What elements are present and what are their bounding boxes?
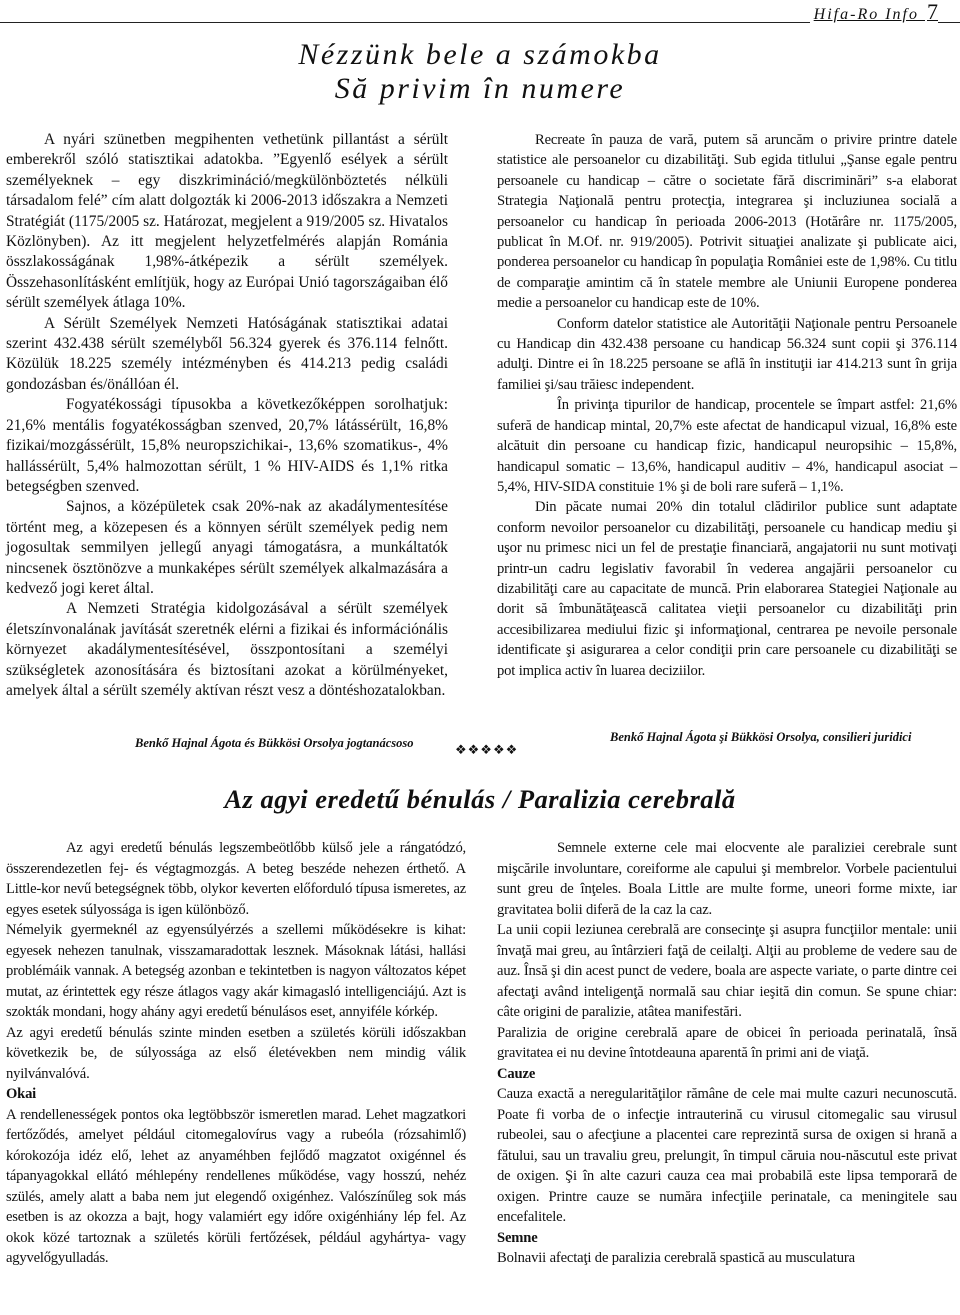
paragraph: Paralizia de origine cerebrală apare de obicei în perioada perinatală, însă gravitatea ei nu devine întotdeauna aparentă în primi ani de viaţă. — [497, 1024, 957, 1061]
section-heading-semne: Semne — [497, 1229, 538, 1246]
paragraph: Semnele externe cele mai elocvente ale paraliziei cerebrale sunt mişcările involuntare, coreiforme ale capului şi membrelor. Vorbele pacientului sunt greu de înţeles. Boala Little are multe forme, uneori forme mixte, iar gravitatea bolii diferă de la caz la caz. — [497, 840, 957, 918]
paragraph: Recreate în pauza de vară, putem să aruncăm o privire printre datele statistice ale persoanelor cu dizabilităţi. Sub egida titlului „Şanse egale pentru persoanele cu handicap – către o societate fără discriminări” s-a elaborat Strategia Naţională pentru protecţia, integrarea şi incluziunea socială a persoanelor cu handicap în perioada 2006-2013 (Hotărâre nr. 1175/2005, publicat în M.Of. nr. 919/2005). Potrivit situaţiei analizate şi publicate aici, ponderea persoanelor cu handicap în populaţia României este de 1,98%. Cu titlu de comparaţie amintim că în statele membre ale Uniunii Europene ponderea medie a persoanelor cu handicap este de 10%. — [497, 132, 957, 312]
article1-ro-column — [497, 130, 957, 681]
paragraph: La unii copii leziunea cerebrală are consecinţe şi asupra funcţiilor mentale: unii învaţă mai greu, au întârzieri faţă de ceilalţi. Alţii au probleme de vedere sau de auz. Însă şi din acest punct de vedere, boala are aspecte variate, o parte dintre cei afectaţi având inteligenţă normală sau chiar ieşită din comun. Se spune chiar: câte origini de paralizie, atâtea manifestări. — [497, 922, 957, 1020]
paragraph: A Sérült Személyek Nemzeti Hatóságának statisztikai adatai szerint 432.438 sérült személyből 56.324 gyerek és 376.114 felnőtt. Közülük 18.225 személy intézményben és 414.213 pedig családi gondozásban és/önállóan él. — [6, 314, 448, 393]
paragraph: Fogyatékossági típusokba a következőképpen sorolhatjuk: 21,6% mentális fogyatékosságban szenved, 20,7% látássérült, 16,8% fizikai/mozgássérült, 15,8% neuropszichikai-, 13,6% szomatikus-, 4% hallássérült, 5,4% halmozottan sérült, 1 % HIV-AIDS és 1,1% ritka betegségben szenved. — [6, 396, 448, 495]
paragraph: A nyári szünetben megpihenten vethetünk pillantást a sérült emberekről szóló statisztikai adatokba. ”Egyenlő esélyek a sérült személyeknek – egy diszkrimináció/megkülönböztetés nélküli társadalom felé” cím alatt dolgozták ki 2006-2013 időszakra a Nemzeti Stratégiát (1175/2005 sz. Határozat, megjelent a 919/2005 sz. Hivatalos Közlönyben). Az itt megjelent helyzetfelmérés alapján Románia összlakosságának 1,98%-átképezik a sérült személyek. Összehasonlításként említjük, hogy az Európai Unió tagországaiban élő sérült személyek átlaga 10%. — [6, 131, 448, 312]
paragraph: Némelyik gyermeknél az egyensúlyérzés a szellemi működésekre is kihat: egyesek nehezen tanulnak, visszamaradottak lesznek. Másoknak látási, hallási problémáik vannak. A betegség azonban e tekintetben is nagyon változatos képet mutat, az érintettek egy része átlagos vagy akár kimagasló intelligenciájú. Azt is szokták mondani, hogy ahány agyi eredetű bénulásos eset, annyiféle kórkép. — [6, 922, 466, 1020]
page-header — [0, 0, 960, 26]
paragraph: Cauza exactă a neregularităţilor rămâne de cele mai multe cazuri necunoscută. Poate fi vorba de o infecţie intrauterină cu virusul citomegalic sau virusul rubeolei, sau o afecţiune a placentei care reprezintă sursa de oxigen si hrană a fătului, sau un travaliu greu, prelungit, în timpul căruia nou-născutul este privat de oxigen. Şi în alte cazuri cauza cea mai probabilă este lipsa temporară de oxigen. Printre cauze se număra infecţiile perinatale, ca meningitele sau encefalitele. — [497, 1086, 957, 1225]
article1-title — [230, 38, 730, 106]
article2-title: Az agyi eredetű bénulás / Paralizia cerebrală — [224, 784, 736, 814]
paragraph: Bolnavii afectaţi de paralizia cerebrală spastică au musculatura — [497, 1250, 855, 1266]
section-heading-okai: Okai — [6, 1086, 37, 1102]
page-number: 7 — [927, 0, 938, 24]
magazine-name: Hifa-Ro Info — [813, 6, 919, 23]
paragraph: În privinţa tipurilor de handicap, procentele se împart astfel: 21,6% suferă de handicap mintal, 20,7% este afectat de handicapul vizual, 16,8% este alcătuit din persoane cu handicap fizic, handicapul neuropsihic – 15,8%, handicapul somatic – 13,6%, handicapul auditiv – 4%, handicapul asociat – 5,4%, HIV-SIDA constituie 1% şi de boli rare suferă – 1,1%. — [497, 397, 957, 495]
paragraph: A rendellenességek pontos oka legtöbbször ismeretlen marad. Lehet magzatkori fertőződés, amelyet például citomegalovírus vagy a rubeóla (rózsahimlő) kórokozója idéz elő, lehet az anyaméhben fejlődő magzatot oxigénnel és tápanyagokkal ellátó méhlepény rendellenes működése, vagy hosszú, nehéz szülés, amely alatt a baba nem jut elegendő oxigénhez. Valószínűleg sok más esetben is az okozza a bajt, hogy valamiért egy időre oxigénhiány lép fel. Az okok közé tartoznak a születés körüli fertőzések, például agyhártya- vagy agyvelőgyulladás. — [6, 1106, 466, 1266]
article1-hu-signature: Benkő Hajnal Ágota és Bükkösi Orsolya jogtanácsoso — [135, 736, 414, 750]
article2-hu-column — [6, 838, 466, 1269]
article2-ro-column — [497, 838, 957, 1269]
paragraph: Din păcate numai 20% din totalul clădirilor publice sunt adaptate conform nevoilor persoanelor cu dizabilităţi, persoanele cu handicap mediu şi uşor nu primesc nici un fel de prestaţie financiară, angajatorii nu sunt motivaţi printr-un cadru legislativ favorabil în vederea angajării persoanelor cu dizabilităţi care au capacitate de muncă. Prin elaborarea Stategiei Naţionale au dorit să îmbunătăţească calitatea vieţii persoanelor cu dizabilităţi prin accesibilizarea mediului fizic şi informaţional, centrarea pe nevoile personale identificate şi asigurarea a celor condiţii prin care persoanele cu dizabilităţi se pot implica activ în luarea deciziilor. — [497, 499, 957, 679]
paragraph: Az agyi eredetű bénulás legszembeötlőbb külső jele a rángatódzó, összerendezetlen fej- és végtagmozgás. A beteg beszéde nehezen érthető. A Little-kor nevű betegségnek több, olykor keverten előforduló típusa ismeretes, az egyes esetek súlyossága is igen különböző. — [6, 840, 466, 918]
paragraph: Az agyi eredetű bénulás szinte minden esetben a születés körüli időszakban következik be, de súlyossága az első életévekben nem mindig válik nyilvánvalóvá. — [6, 1024, 466, 1082]
paragraph: A Nemzeti Stratégia kidolgozásával a sérült személyek életszínvonalának javítását szeretnék elérni a fizikai és információnális környezet akadálymentesítésével, összpontosítani a személyi szükségletek azonosítására és biztosítani azokat a körülményeket, amelyek által a sérült személy aktívan részt vesz a döntéshozatalokban. — [6, 600, 448, 699]
paragraph: Conform datelor statistice ale Autorităţii Naţionale pentru Persoanele cu Handicap din 432.438 persoane cu handicap 56.324 sunt copii şi 376.114 adulţi. Dintre ei în 18.225 persoane se află în instituţii iar 414.213 sunt în grija familiei şi/sau trăiesc independent. — [497, 315, 957, 393]
article1-hu-column — [6, 130, 448, 701]
paragraph: Sajnos, a középületek csak 20%-nak az akadálymentesítése történt meg, a közepesen és a könnyen sérült személyek pedig nem jogosultak semmilyen jellegű anyagi támogatásra, a munkáltatók nincsenek ösztönözve a munkaképes sérült személyek alkalmazására a kedvező jogi keret által. — [6, 498, 448, 597]
article1-ro-signature: Benkő Hajnal Ágota şi Bükkösi Orsolya, consilieri juridici — [610, 730, 912, 744]
article1-title-ro: Să privim în numere — [334, 72, 626, 105]
section-heading-cauze: Cauze — [497, 1065, 536, 1082]
running-header — [810, 0, 938, 25]
separator-ornament: ❖❖❖❖❖ — [455, 742, 519, 757]
article1-title-hu: Nézzünk bele a számokba — [298, 38, 662, 71]
